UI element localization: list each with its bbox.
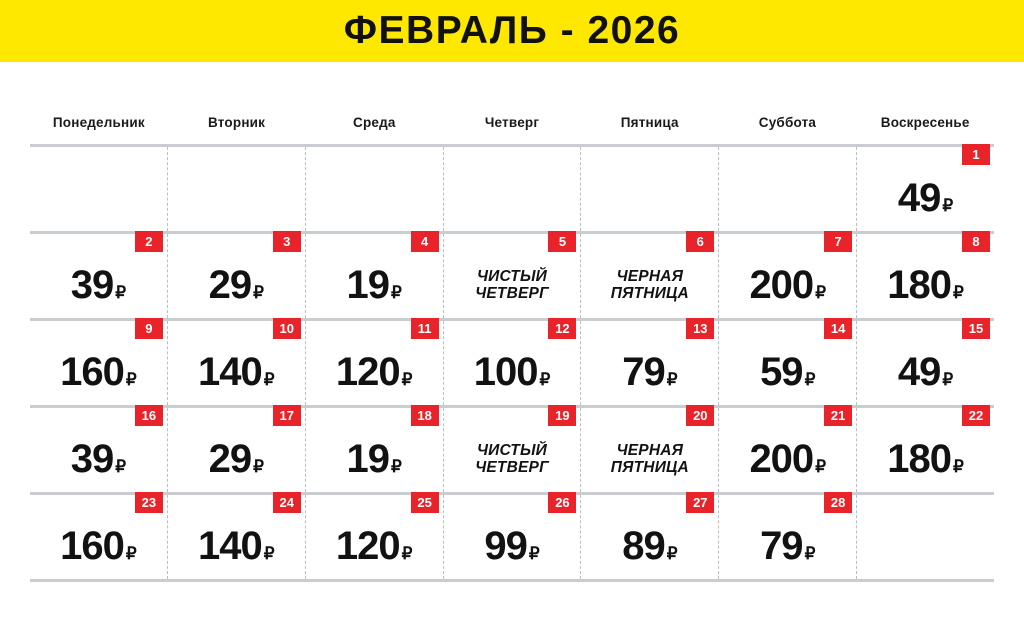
calendar-day-cell[interactable]: [168, 321, 306, 405]
day-number-badge: 8: [962, 231, 990, 252]
price-value: [622, 352, 677, 392]
price-amount: 99: [484, 524, 527, 568]
day-content: [306, 430, 443, 488]
day-content: [444, 256, 581, 314]
price-value: [336, 526, 413, 566]
day-content: [168, 256, 305, 314]
calendar-day-cell[interactable]: [30, 408, 168, 492]
price-value: [898, 352, 953, 392]
calendar-grid: [30, 144, 994, 582]
currency-symbol: ₽: [125, 370, 137, 389]
price-amount: 200: [749, 437, 814, 481]
price-value: [346, 439, 401, 479]
price-amount: 160: [60, 350, 124, 394]
currency-symbol: ₽: [666, 544, 678, 563]
calendar-day-cell[interactable]: [581, 321, 719, 405]
price-amount: 100: [473, 350, 538, 394]
price-value: [749, 265, 826, 305]
day-number-badge: 14: [824, 318, 852, 339]
weekday-friday: Пятница: [620, 114, 679, 130]
calendar-day-cell[interactable]: [857, 408, 994, 492]
price-value: [209, 439, 264, 479]
day-content: [719, 256, 856, 314]
price-amount: 89: [622, 524, 665, 568]
currency-symbol: ₽: [263, 544, 275, 563]
calendar-day-cell[interactable]: [581, 408, 719, 492]
day-number-badge: 17: [273, 405, 301, 426]
day-number-badge: 22: [962, 405, 990, 426]
day-content: [444, 343, 581, 401]
day-number-badge: 2: [135, 231, 163, 252]
price-amount: 79: [622, 350, 665, 394]
calendar-day-cell[interactable]: [857, 321, 994, 405]
day-content: [30, 343, 167, 401]
day-number-badge: 28: [824, 492, 852, 513]
price-value: [760, 352, 815, 392]
calendar-week-row: [30, 495, 994, 582]
currency-symbol: ₽: [115, 283, 127, 302]
grid-bottom-spacer: [30, 582, 994, 592]
price-value: [760, 526, 815, 566]
calendar-day-cell[interactable]: [857, 234, 994, 318]
day-number-badge: 4: [411, 231, 439, 252]
calendar-container: [30, 100, 994, 592]
currency-symbol: ₽: [953, 457, 964, 476]
price-amount: 140: [198, 524, 262, 568]
price-amount: 200: [749, 263, 814, 307]
price-amount: 120: [335, 350, 400, 394]
price-value: [887, 439, 964, 479]
calendar-day-cell[interactable]: [719, 408, 857, 492]
header-bar: [0, 0, 1024, 62]
day-number-badge: 25: [411, 492, 439, 513]
day-number-badge: 9: [135, 318, 163, 339]
price-value: [474, 352, 551, 392]
weekday-sunday: Воскресенье: [880, 114, 970, 130]
calendar-cell-empty: [444, 147, 582, 231]
price-amount: 19: [346, 437, 389, 481]
currency-symbol: ₽: [253, 457, 264, 476]
calendar-week-row: [30, 147, 994, 234]
calendar-week-row: [30, 321, 994, 408]
calendar-day-cell[interactable]: [719, 234, 857, 318]
day-content: [168, 430, 305, 488]
day-number-badge: 18: [411, 405, 439, 426]
day-number-badge: 3: [273, 231, 301, 252]
price-value: [198, 352, 275, 392]
calendar-cell-empty: [168, 147, 306, 231]
currency-symbol: ₽: [253, 283, 264, 302]
day-content: [581, 517, 718, 575]
day-content: [581, 430, 718, 488]
day-content: [168, 343, 305, 401]
day-number-badge: 20: [686, 405, 714, 426]
price-value: [898, 178, 953, 218]
calendar-day-cell[interactable]: [306, 495, 444, 579]
price-value: [622, 526, 677, 566]
calendar-day-cell[interactable]: [168, 234, 306, 318]
currency-symbol: ₽: [666, 370, 678, 389]
currency-symbol: ₽: [263, 370, 275, 389]
day-number-badge: 19: [548, 405, 576, 426]
day-content: [30, 256, 167, 314]
price-value: [346, 265, 401, 305]
promo-label: ЧИСТЫЙ ЧЕТВЕРГ: [475, 267, 549, 302]
day-number-badge: 27: [686, 492, 714, 513]
price-value: [71, 439, 126, 479]
day-number-badge: 5: [548, 231, 576, 252]
day-content: [306, 343, 443, 401]
currency-symbol: ₽: [815, 457, 827, 476]
price-value: [71, 265, 126, 305]
day-content: [444, 430, 581, 488]
calendar-day-cell[interactable]: [719, 321, 857, 405]
price-value: [484, 526, 539, 566]
day-content: [857, 430, 994, 488]
currency-symbol: ₽: [390, 283, 402, 302]
weekday-saturday: Суббота: [758, 114, 817, 130]
weekday-header-row: [30, 100, 994, 144]
day-content: [581, 256, 718, 314]
currency-symbol: ₽: [528, 544, 540, 563]
day-content: [30, 430, 167, 488]
day-number-badge: 13: [686, 318, 714, 339]
day-number-badge: 24: [273, 492, 301, 513]
calendar-day-cell[interactable]: [306, 321, 444, 405]
calendar-cell-empty: [30, 147, 168, 231]
price-amount: 120: [335, 524, 400, 568]
day-content: [719, 430, 856, 488]
calendar-day-cell[interactable]: [30, 321, 168, 405]
price-amount: 79: [760, 524, 803, 568]
day-number-badge: 10: [273, 318, 301, 339]
price-amount: 19: [346, 263, 389, 307]
day-number-badge: 26: [548, 492, 576, 513]
price-value: [336, 352, 413, 392]
price-amount: 59: [760, 350, 803, 394]
price-value: [209, 265, 264, 305]
day-number-badge: 15: [962, 318, 990, 339]
day-content: [719, 517, 856, 575]
calendar-day-cell[interactable]: [719, 495, 857, 579]
day-content: [857, 343, 994, 401]
weekday-wednesday: Среда: [353, 114, 396, 130]
calendar-day-cell[interactable]: [168, 408, 306, 492]
day-number-badge: 6: [686, 231, 714, 252]
calendar-day-cell[interactable]: [444, 234, 582, 318]
calendar-day-cell[interactable]: [581, 234, 719, 318]
price-amount: 39: [70, 263, 114, 307]
day-number-badge: 7: [824, 231, 852, 252]
price-amount: 39: [70, 437, 114, 481]
price-amount: 160: [60, 524, 124, 568]
currency-symbol: ₽: [815, 283, 827, 302]
day-number-badge: 21: [824, 405, 852, 426]
currency-symbol: ₽: [390, 457, 402, 476]
price-amount: 29: [208, 437, 252, 481]
currency-symbol: ₽: [942, 370, 954, 389]
currency-symbol: ₽: [804, 370, 816, 389]
price-amount: 140: [198, 350, 262, 394]
calendar-cell-empty: [581, 147, 719, 231]
currency-symbol: ₽: [401, 370, 413, 389]
calendar-day-cell[interactable]: [444, 495, 582, 579]
day-content: [857, 169, 994, 227]
weekday-thursday: Четверг: [484, 114, 540, 130]
promo-label: ЧЕРНАЯ ПЯТНИЦА: [610, 441, 689, 476]
price-amount: 49: [897, 176, 941, 220]
calendar-day-cell[interactable]: [581, 495, 719, 579]
currency-symbol: ₽: [804, 544, 816, 563]
calendar-day-cell[interactable]: [168, 495, 306, 579]
price-value: [749, 439, 826, 479]
day-content: [168, 517, 305, 575]
currency-symbol: ₽: [953, 283, 964, 302]
calendar-cell-empty: [719, 147, 857, 231]
currency-symbol: ₽: [125, 544, 137, 563]
day-number-badge: 1: [962, 144, 990, 165]
currency-symbol: ₽: [401, 544, 413, 563]
promo-label: ЧИСТЫЙ ЧЕТВЕРГ: [475, 441, 549, 476]
weekday-tuesday: Вторник: [208, 114, 266, 130]
currency-symbol: ₽: [539, 370, 551, 389]
day-content: [30, 517, 167, 575]
weekday-monday: Понедельник: [52, 114, 145, 130]
page-title: ФЕВРАЛЬ - 2026: [343, 9, 681, 52]
day-number-badge: 12: [548, 318, 576, 339]
calendar-day-cell[interactable]: [444, 408, 582, 492]
calendar-day-cell[interactable]: [306, 234, 444, 318]
calendar-day-cell[interactable]: [30, 495, 168, 579]
day-content: [719, 343, 856, 401]
day-content: [857, 256, 994, 314]
price-value: [198, 526, 275, 566]
day-number-badge: 16: [135, 405, 163, 426]
day-number-badge: 11: [411, 318, 439, 339]
price-value: [887, 265, 964, 305]
day-number-badge: 23: [135, 492, 163, 513]
calendar-cell-empty: [857, 495, 994, 579]
price-amount: 29: [208, 263, 252, 307]
day-content: [444, 517, 581, 575]
day-content: [581, 343, 718, 401]
day-content: [306, 256, 443, 314]
price-amount: 49: [897, 350, 941, 394]
calendar-week-row: [30, 408, 994, 495]
calendar-week-row: [30, 234, 994, 321]
currency-symbol: ₽: [942, 196, 954, 215]
calendar-cell-empty: [306, 147, 444, 231]
day-content: [306, 517, 443, 575]
calendar-day-cell[interactable]: [444, 321, 582, 405]
price-amount: 180: [887, 437, 952, 481]
calendar-day-cell[interactable]: [306, 408, 444, 492]
calendar-day-cell[interactable]: [857, 147, 994, 231]
price-amount: 180: [887, 263, 952, 307]
promo-label: ЧЕРНАЯ ПЯТНИЦА: [610, 267, 689, 302]
calendar-day-cell[interactable]: [30, 234, 168, 318]
currency-symbol: ₽: [115, 457, 127, 476]
price-value: [60, 352, 137, 392]
price-value: [60, 526, 137, 566]
